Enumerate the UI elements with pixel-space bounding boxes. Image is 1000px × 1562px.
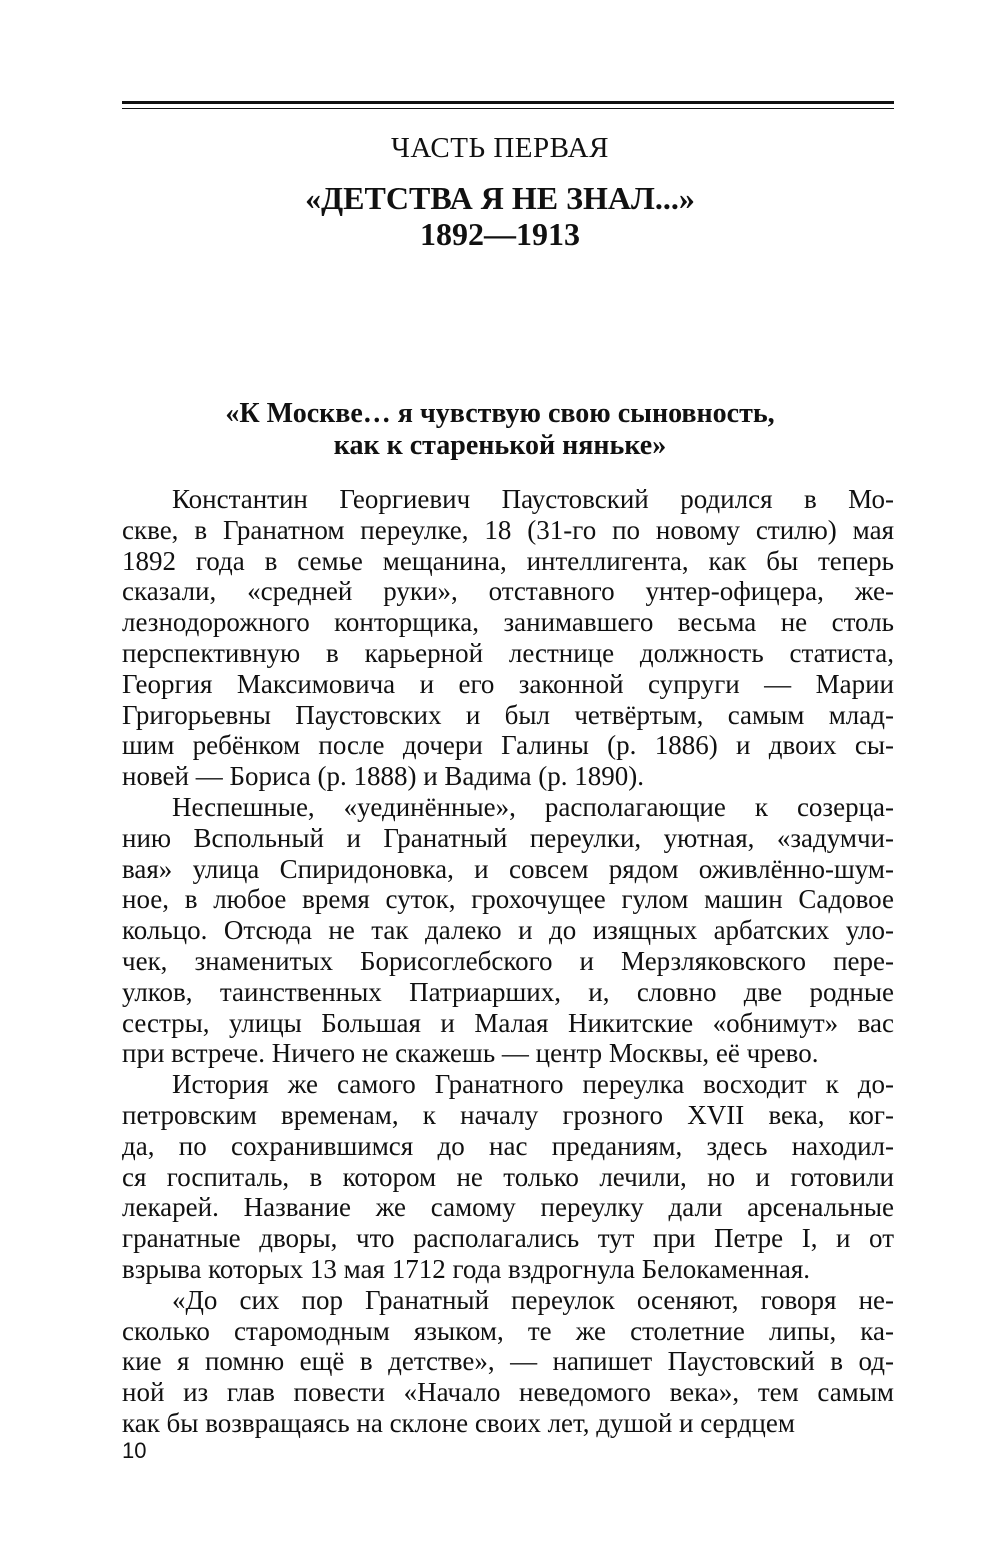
text-line: История же самого Гранатного переулка восходит к до- [172, 1069, 894, 1100]
text-line: шим ребёнком после дочери Галины (р. 1886) и двоих сы- [122, 730, 894, 761]
text-line: гранатные дворы, что располагались тут при Петре I, и от [122, 1223, 894, 1254]
text-line: ное, в любое время суток, грохочущее гулом машин Садовое [122, 884, 894, 915]
part-label: ЧАСТЬ ПЕРВАЯ [391, 132, 609, 164]
paragraph [122, 484, 894, 792]
text-line: сколько старомодным языком, те же столетние липы, ка- [122, 1315, 894, 1346]
text-line: ной из глав повести «Начало неведомого века», тем самым [122, 1377, 894, 1408]
text-line: новей — Бориса (р. 1888) и Вадима (р. 1890). [122, 761, 644, 792]
body-text [122, 484, 894, 1439]
paragraph [122, 1285, 894, 1439]
text-line: Константин Георгиевич Паустовский родился в Мо- [172, 484, 894, 514]
text-line: сестры, улицы Большая и Малая Никитские «обнимут» вас [122, 1007, 894, 1038]
part-title: «ДЕТСТВА Я НЕ ЗНАЛ...» [305, 180, 695, 216]
paragraph [122, 792, 894, 1069]
header-rule-thick [122, 101, 894, 104]
chapter-title-line: «К Москве… я чувствую свою сыновность, [225, 398, 775, 429]
text-line: да, по сохранившимся до нас преданиям, здесь находил- [122, 1130, 894, 1161]
text-line: ся госпиталь, в котором не только лечили, но и готовили [122, 1161, 894, 1192]
text-line: кие я помню ещё в детстве», — напишет Паустовский в од- [122, 1346, 894, 1377]
chapter-title [0, 398, 1000, 462]
text-line: взрыва которых 13 мая 1712 года вздрогнула Белокаменная. [122, 1253, 811, 1284]
text-line: Григорьевны Паустовских и был четвёртым, самым млад- [122, 699, 894, 730]
part-years: 1892—1913 [420, 216, 580, 252]
text-line: кольцо. Отсюда не так далеко и до изящных арбатских уло- [122, 915, 894, 946]
text-line: перспективную в карьерной лестнице должность статиста, [122, 637, 894, 668]
text-line: вая» улица Спиридоновка, и совсем рядом оживлённо-шум- [122, 853, 894, 884]
text-line: Неспешные, «уединённые», располагающие к созерца- [172, 791, 894, 822]
header-rule-thin [122, 108, 894, 109]
chapter-title-line: как к старенькой няньке» [333, 430, 667, 461]
page-number: 10 [122, 1438, 147, 1463]
text-line: чек, знаменитых Борисоглебского и Мерзляковского пере- [122, 945, 894, 976]
text-line: «До сих пор Гранатный переулок осеняют, говоря не- [172, 1284, 894, 1315]
text-line: петровским временам, к началу грозного XVII века, ког- [122, 1099, 894, 1130]
text-line: как бы возвращаясь на склоне своих лет, душой и сердцем [122, 1407, 795, 1438]
text-line: при встрече. Ничего не скажешь — центр Москвы, её чрево. [122, 1038, 819, 1069]
text-line: нию Вспольный и Гранатный переулки, уютная, «задумчи- [122, 822, 894, 853]
text-line: 1892 года в семье мещанина, интеллигента, как бы теперь [122, 545, 894, 576]
text-line: скве, в Гранатном переулке, 18 (31-го по новому стилю) мая [122, 514, 894, 545]
text-line: лекарей. Название же самому переулку дали арсенальные [122, 1192, 894, 1223]
text-line: Георгия Максимовича и его законной супруги — Марии [122, 668, 894, 699]
text-line: сказали, «средней руки», отставного унтер-офицера, же- [122, 576, 894, 607]
text-line: улков, таинственных Патриарших, и, словно две родные [122, 976, 894, 1007]
paragraph [122, 1069, 894, 1285]
text-line: лезнодорожного конторщика, занимавшего весьма не столь [122, 607, 894, 638]
